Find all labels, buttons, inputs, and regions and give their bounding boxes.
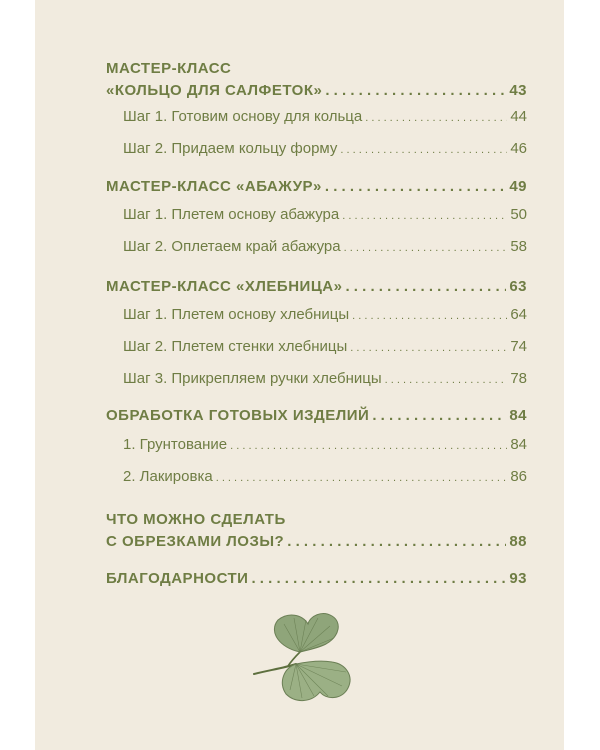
toc-section xyxy=(106,176,527,255)
toc-entry-item[interactable] xyxy=(123,238,527,255)
entry-title: Шаг 2. Придаем кольцу форму xyxy=(123,140,338,157)
leaf-upper xyxy=(274,614,338,652)
dot-leader xyxy=(340,144,507,156)
toc-section xyxy=(106,58,527,157)
entry-title: 1. Грунтование xyxy=(123,436,228,453)
entry-title: Шаг 1. Готовим основу для кольца xyxy=(123,108,363,125)
toc-entry-item[interactable] xyxy=(123,338,527,355)
entry-page-number: 64 xyxy=(510,306,527,323)
entry-title: 2. Лакировка xyxy=(123,468,213,485)
toc-entry-item[interactable] xyxy=(123,436,527,453)
entry-title: ОБРАБОТКА ГОТОВЫХ ИЗДЕЛИЙ xyxy=(106,407,370,424)
toc-entry-section[interactable] xyxy=(106,80,527,102)
toc-entry-item[interactable] xyxy=(123,370,527,387)
entry-page-number: 50 xyxy=(510,206,527,223)
entry-page-number: 46 xyxy=(510,140,527,157)
dot-leader xyxy=(344,242,508,254)
toc-section xyxy=(106,568,527,590)
entry-page-number: 74 xyxy=(510,338,527,355)
entry-page-number: 88 xyxy=(509,533,527,550)
entry-page-number: 78 xyxy=(510,370,527,387)
entry-page-number: 93 xyxy=(509,570,527,587)
toc-entry-item[interactable] xyxy=(123,108,527,125)
entry-title: Шаг 1. Плетем основу абажура xyxy=(123,206,340,223)
entry-page-number: 44 xyxy=(510,108,527,125)
dot-leader xyxy=(287,531,506,553)
entry-page-number: 63 xyxy=(509,278,527,295)
dot-leader xyxy=(342,210,507,222)
dot-leader xyxy=(230,440,507,452)
dot-leader xyxy=(385,374,508,386)
dot-leader xyxy=(345,276,506,298)
toc-entry-section[interactable] xyxy=(106,568,527,590)
entry-page-number: 49 xyxy=(509,178,527,195)
entry-title: БЛАГОДАРНОСТИ xyxy=(106,570,249,587)
entry-page-number: 86 xyxy=(510,468,527,485)
section-heading-line: ЧТО МОЖНО СДЕЛАТЬ xyxy=(106,511,286,528)
entry-page-number: 58 xyxy=(510,238,527,255)
entry-page-number: 43 xyxy=(509,82,527,99)
toc-entry-item[interactable] xyxy=(123,468,527,485)
leaf-lower xyxy=(282,661,350,700)
toc-entry-item[interactable] xyxy=(123,206,527,223)
toc-entry-section[interactable] xyxy=(106,276,527,298)
ginkgo-leaf-icon xyxy=(250,608,360,706)
entry-title: Шаг 1. Плетем основу хлебницы xyxy=(123,306,350,323)
toc-section xyxy=(106,276,527,387)
entry-title: «КОЛЬЦО ДЛЯ САЛФЕТОК» xyxy=(106,82,323,99)
dot-leader xyxy=(365,112,507,124)
dot-leader xyxy=(216,472,508,484)
entry-title: Шаг 2. Плетем стенки хлебницы xyxy=(123,338,348,355)
toc-entry-item[interactable] xyxy=(123,306,527,323)
toc-entry-section[interactable] xyxy=(106,176,527,198)
entry-title: С ОБРЕЗКАМИ ЛОЗЫ? xyxy=(106,533,285,550)
entry-title: Шаг 3. Прикрепляем ручки хлебницы xyxy=(123,370,382,387)
section-heading-line: МАСТЕР-КЛАСС xyxy=(106,60,232,77)
dot-leader xyxy=(372,405,506,427)
dot-leader xyxy=(350,342,507,354)
toc-section xyxy=(106,509,527,553)
dot-leader xyxy=(325,176,506,198)
toc-entry-section[interactable] xyxy=(106,405,527,427)
dot-leader xyxy=(251,568,506,590)
entry-title: Шаг 2. Оплетаем край абажура xyxy=(123,238,341,255)
entry-title: МАСТЕР-КЛАСС «АБАЖУР» xyxy=(106,178,322,195)
book-page xyxy=(35,0,564,750)
toc-entry-section[interactable] xyxy=(106,531,527,553)
entry-page-number: 84 xyxy=(509,407,527,424)
entry-title: МАСТЕР-КЛАСС «ХЛЕБНИЦА» xyxy=(106,278,343,295)
entry-page-number: 84 xyxy=(510,436,527,453)
toc-entry-item[interactable] xyxy=(123,140,527,157)
dot-leader xyxy=(352,310,507,322)
toc-section xyxy=(106,405,527,485)
dot-leader xyxy=(325,80,506,102)
